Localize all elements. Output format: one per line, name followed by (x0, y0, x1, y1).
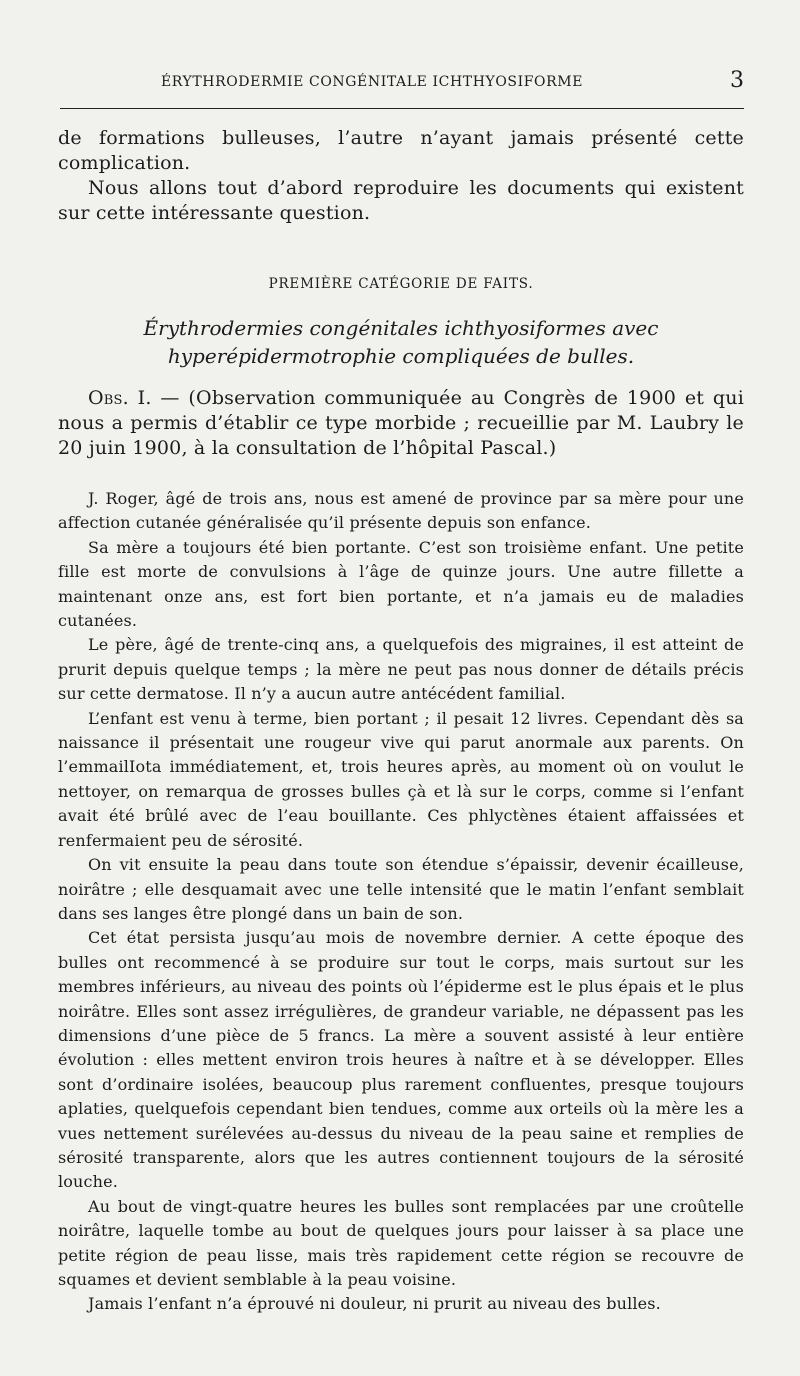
page-number: 3 (730, 68, 744, 93)
subtitle-line-1: Érythrodermies congénitales ichthyosiformes avec (143, 316, 659, 340)
section-subtitle (58, 314, 744, 370)
observation-label: Obs. I. (88, 387, 152, 409)
case-paragraph-8: Jamais l’enfant n’a éprouvé ni douleur, ni prurit au niveau des bulles. (88, 1294, 661, 1314)
intro-paragraph-1: de formations bulleuses, l’autre n’ayant jamais présenté cette complication. (58, 127, 744, 174)
section-heading: PREMIÈRE CATÉGORIE DE FAITS. (268, 276, 534, 292)
subtitle-line-2: hyperépidermotrophie compliquées de bulles. (167, 344, 635, 368)
case-paragraph-3: Le père, âgé de trente-cinq ans, a quelquefois des migraines, il est atteint de prurit depuis quelque temps ; la mère ne peut pas nous donner de détails précis sur cette dermatose. Il n’y a aucun autre antécédent familial. (58, 635, 744, 704)
running-head (60, 70, 744, 100)
intro-paragraph-2: Nous allons tout d’abord reproduire les documents qui existent sur cette intéressante question. (58, 177, 744, 224)
case-paragraph-1: J. Roger, âgé de trois ans, nous est amené de province par sa mère pour une affection cutanée généralisée qu’il présente depuis son enfance. (58, 489, 744, 533)
running-title: ÉRYTHRODERMIE CONGÉNITALE ICHTHYOSIFORME (160, 74, 584, 90)
observation-text: — (Observation communiquée au Congrès de 1900 et qui nous a permis d’établir ce type morbide ; recueillie par M. Laubry le 20 juin 1900, à la consultation de l’hôpital Pascal.) (58, 387, 744, 459)
case-paragraph-2: Sa mère a toujours été bien portante. C’est son troisième enfant. Une petite fille est morte de convulsions à l’âge de quinze jours. Une autre fillette a maintenant onze ans, est fort bien portante, et n’a jamais eu de maladies cutanées. (58, 537, 744, 631)
observation-intro (58, 386, 744, 461)
case-paragraph-4: L’enfant est venu à terme, bien portant ; il pesait 12 livres. Cependant dès sa naissance il présentait une rougeur vive qui parut anormale aux parents. On l’emmailIota immédiatement, et, trois heures après, au moment où on voulut le nettoyer, on remarqua de grosses bulles çà et là sur le corps, comme si l’enfant avait été brûlé avec de l’eau bouillante. Ces phlyctènes étaient affaissées et renfermaient peu de sérosité. (58, 708, 744, 850)
case-paragraph-7: Au bout de vingt-quatre heures les bulles sont remplacées par une croûtelle noirâtre, laquelle tombe au bout de quelques jours pour laisser à sa place une petite région de peau lisse, mais très rapidement cette région se recouvre de squames et devient semblable à la peau voisine. (58, 1196, 744, 1289)
header-rule (60, 108, 744, 109)
case-paragraph-6: Cet état persista jusqu’au mois de novembre dernier. A cette époque des bulles ont recommencé à se produire sur tout le corps, mais surtout sur les membres inférieurs, au niveau des points où l’épiderme est le plus épais et le plus noirâtre. Elles sont assez irrégulières, de grandeur variable, ne dépassent pas les dimensions d’une pièce de 5 francs. La mère a souvent assisté à leur entière évolution : elles mettent environ trois heures à naître et à se développer. Elles sont d’ordinaire isolées, beaucoup plus rarement confluentes, presque toujours aplaties, quelquefois cependant bien tendues, comme aux orteils où la mère les a vues nettement surélevées au-dessus du niveau de la peau saine et remplies de sérosité transparente, alors que les autres contiennent toujours de la sérosité louche. (58, 928, 744, 1192)
body-text (58, 126, 744, 1317)
case-paragraph-5: On vit ensuite la peau dans toute son étendue s’épaissir, devenir écailleuse, noirâtre ; elle desquamait avec une telle intensité que le matin l’enfant semblait dans ses langes être plongé dans un bain de son. (58, 855, 744, 923)
